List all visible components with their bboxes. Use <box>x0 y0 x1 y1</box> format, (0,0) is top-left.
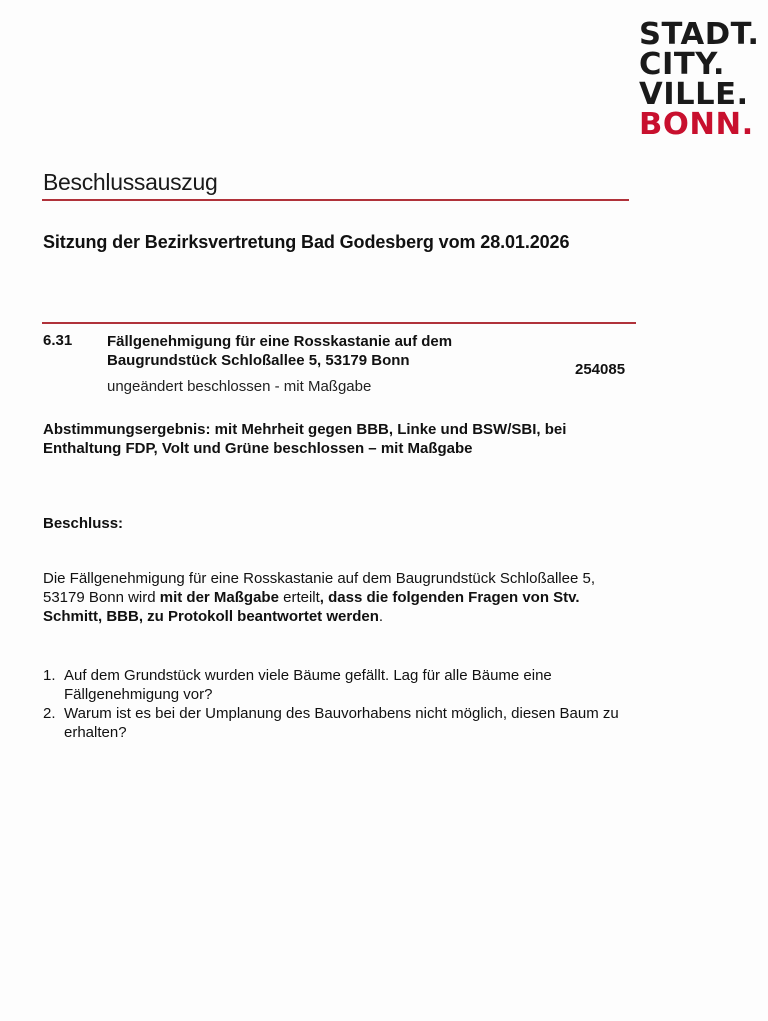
resolution-text-part: erteilt <box>278 589 320 606</box>
logo-line-city: CITY. <box>639 47 725 82</box>
logo-line-ville: VILLE. <box>639 77 749 112</box>
city-logo <box>639 17 760 142</box>
resolution-text-emphasis: , dass die folgenden Fragen von Stv. Schmitt, BBB, zu Protokoll beantwortet werden <box>43 589 580 625</box>
agenda-item-status: ungeändert beschlossen - mit Maßgabe <box>107 378 372 395</box>
list-item <box>43 666 643 704</box>
resolution-heading: Beschluss: <box>43 515 124 532</box>
document-title: Beschlussauszug <box>43 169 218 195</box>
session-heading: Sitzung der Bezirksvertretung Bad Godesberg vom 28.01.2026 <box>43 232 570 252</box>
list-item-number: 1. <box>43 667 56 684</box>
logo-line-bonn: BONN. <box>639 107 754 142</box>
agenda-item-title: Fällgenehmigung für eine Rosskastanie auf dem Baugrundstück Schloßallee 5, 53179 Bonn <box>107 333 453 369</box>
resolution-text-emphasis: mit der Maßgabe <box>159 589 279 606</box>
vote-result: Abstimmungsergebnis: mit Mehrheit gegen BBB, Linke und BSW/SBI, bei Enthaltung FDP, Volt und Grüne beschlossen – mit Maßgabe <box>43 421 567 457</box>
resolution-text-part: . <box>378 608 384 625</box>
title-divider <box>42 199 629 201</box>
agenda-item-number: 6.31 <box>43 332 73 349</box>
list-item-number: 2. <box>43 705 56 722</box>
resolution-text-part: Die Fällgenehmigung für eine Rosskastanie auf dem Baugrundstück Schloßallee 5, 53179 Bonn wird <box>43 570 595 606</box>
list-item-text: Auf dem Grundstück wurden viele Bäume gefällt. Lag für alle Bäume eine Fällgenehmigung vor? <box>64 667 552 703</box>
list-item-text: Warum ist es bei der Umplanung des Bauvorhabens nicht möglich, diesen Baum zu erhalten? <box>64 705 619 741</box>
agenda-item-id: 254085 <box>575 361 626 378</box>
logo-line-stadt: STADT. <box>639 17 760 52</box>
resolution-text <box>43 569 633 626</box>
section-divider <box>42 322 636 324</box>
list-item <box>43 704 643 742</box>
question-list <box>43 666 643 742</box>
